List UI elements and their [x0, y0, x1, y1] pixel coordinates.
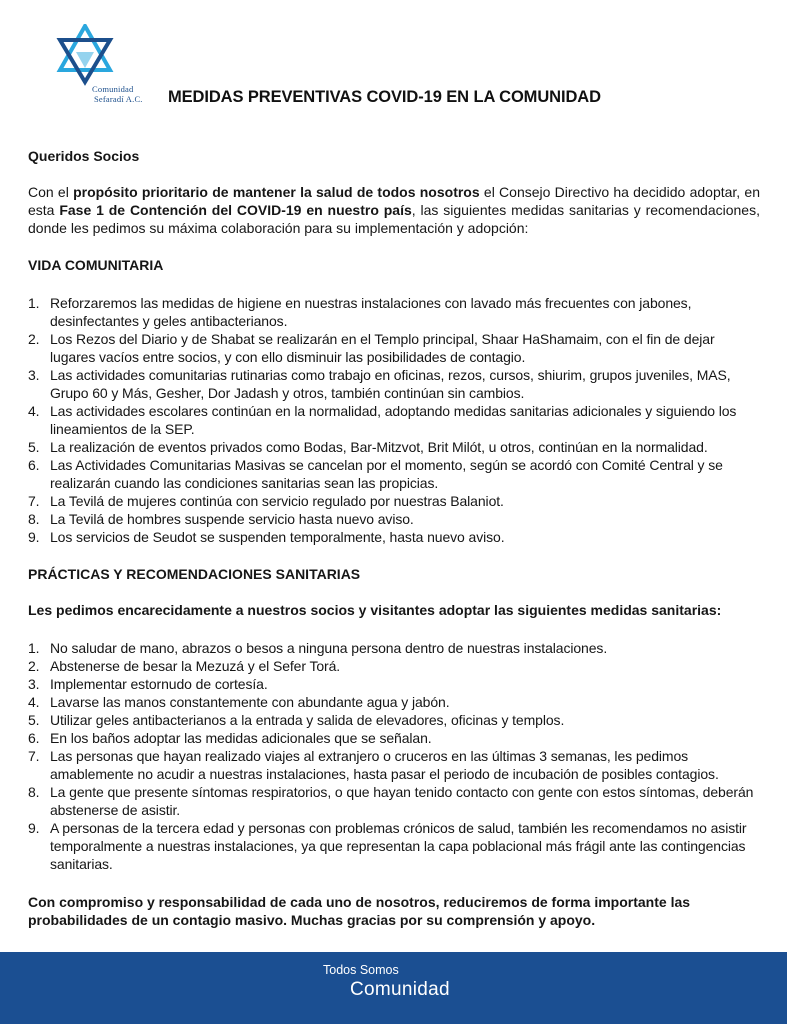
logo-line-2: Sefaradí A.C.	[94, 94, 143, 104]
footer-tagline-main: Comunidad	[350, 979, 450, 1000]
community-logo	[54, 24, 154, 110]
list-item	[28, 492, 760, 510]
vida-list	[28, 294, 760, 546]
closing-paragraph: Con compromiso y responsabilidad de cada uno de nosotros, reduciremos de forma importante las probabilidades de un contagio masivo. Muchas gracias por su comprensión y apoyo.	[28, 894, 691, 928]
item-text: Implementar estornudo de cortesía.	[50, 676, 268, 692]
item-number: 1.	[28, 640, 40, 656]
list-item	[28, 783, 760, 819]
intro-text-1: Con el	[28, 184, 74, 200]
item-number: 4.	[28, 694, 40, 710]
list-item	[28, 294, 760, 330]
item-text: En los baños adoptar las medidas adicionales que se señalan.	[50, 730, 432, 746]
intro-bold-2: Fase 1 de Contención del COVID-19 en nuestro país	[59, 202, 412, 218]
intro-text-2: el Consejo Directivo ha decidido adoptar, en esta	[28, 184, 760, 218]
item-text: La gente que presente síntomas respiratorios, o que hayan tenido contacto con gente con estos síntomas, deberán abstenerse de asistir.	[50, 784, 754, 818]
intro-text-3: , las siguientes medidas sanitarias y recomendaciones, donde les pedimos su máxima colaboración para su implementación y adopción:	[28, 202, 760, 236]
star-of-david-icon	[54, 24, 116, 86]
item-number: 8.	[28, 784, 40, 800]
item-text: La Tevilá de mujeres continúa con servicio regulado por nuestras Balaniot.	[50, 493, 504, 509]
item-number: 5.	[28, 439, 40, 455]
list-item	[28, 528, 760, 546]
item-number: 8.	[28, 511, 40, 527]
list-item	[28, 693, 760, 711]
item-text: La Tevilá de hombres suspende servicio hasta nuevo aviso.	[50, 511, 414, 527]
list-item	[28, 402, 760, 438]
item-number: 9.	[28, 529, 40, 545]
list-item	[28, 510, 760, 528]
item-text: Reforzaremos las medidas de higiene en nuestras instalaciones con lavado más frecuentes con jabones, desinfectantes y geles antibacterianos.	[50, 295, 692, 329]
item-text: Las actividades comunitarias rutinarias como trabajo en oficinas, rezos, cursos, shiurim, grupos juveniles, MAS, Grupo 60 y Más, Gesher, Dor Jadash y otros, también continúan sin cambios.	[50, 367, 731, 401]
list-item	[28, 675, 760, 693]
list-item	[28, 729, 760, 747]
section-heading-vida: VIDA COMUNITARIA	[28, 257, 164, 273]
item-number: 7.	[28, 748, 40, 764]
item-number: 2.	[28, 658, 40, 674]
list-item	[28, 456, 760, 492]
document-body	[28, 147, 760, 943]
list-item	[28, 438, 760, 456]
footer-tagline-top: Todos Somos	[323, 963, 399, 977]
practicas-list	[28, 639, 760, 873]
list-item	[28, 330, 760, 366]
item-text: Las personas que hayan realizado viajes al extranjero o cruceros en las últimas 3 semanas, les pedimos amablemente no acudir a nuestras instalaciones, hasta pasar el periodo de incubación de posibles contagios.	[50, 748, 719, 782]
item-text: Abstenerse de besar la Mezuzá y el Sefer Torá.	[50, 658, 341, 674]
item-text: A personas de la tercera edad y personas con problemas crónicos de salud, también les recomendamos no asistir temporalmente a nuestras instalaciones, ya que representan la capa poblacional más frágil ante las contingencias sanitarias.	[50, 820, 747, 872]
section-heading-practicas: PRÁCTICAS Y RECOMENDACIONES SANITARIAS	[28, 566, 361, 582]
list-item	[28, 639, 760, 657]
item-number: 5.	[28, 712, 40, 728]
list-item	[28, 366, 760, 402]
item-number: 6.	[28, 457, 40, 473]
item-number: 3.	[28, 676, 40, 692]
list-item	[28, 657, 760, 675]
list-item	[28, 711, 760, 729]
intro-paragraph	[28, 183, 760, 237]
list-item	[28, 819, 760, 873]
item-text: Utilizar geles antibacterianos a la entrada y salida de elevadores, oficinas y templos.	[50, 712, 565, 728]
footer-banner	[0, 952, 787, 1024]
intro-bold-1: propósito prioritario de mantener la salud de todos nosotros	[73, 184, 480, 200]
greeting: Queridos Socios	[28, 148, 140, 164]
item-text: Lavarse las manos constantemente con abundante agua y jabón.	[50, 694, 450, 710]
item-text: No saludar de mano, abrazos o besos a ninguna persona dentro de nuestras instalaciones.	[50, 640, 608, 656]
item-number: 9.	[28, 820, 40, 836]
section-subheading: Les pedimos encarecidamente a nuestros socios y visitantes adoptar las siguientes medidas sanitarias:	[28, 602, 722, 618]
item-text: Las Actividades Comunitarias Masivas se cancelan por el momento, según se acordó con Comité Central y se realizarán cuando las condiciones sanitarias sean las propicias.	[50, 457, 723, 491]
item-text: La realización de eventos privados como Bodas, Bar-Mitzvot, Brit Milót, u otros, continúan en la normalidad.	[50, 439, 708, 455]
item-text: Los Rezos del Diario y de Shabat se realizarán en el Templo principal, Shaar HaShamaim, con el fin de dejar lugares vacíos entre socios, y con ello disminuir las posibilidades de contagio.	[50, 331, 715, 365]
item-number: 6.	[28, 730, 40, 746]
logo-line-1: Comunidad	[92, 84, 134, 94]
item-text: Las actividades escolares continúan en la normalidad, adoptando medidas sanitarias adicionales y siguiendo los lineamientos de la SEP.	[50, 403, 737, 437]
item-number: 2.	[28, 331, 40, 347]
item-text: Los servicios de Seudot se suspenden temporalmente, hasta nuevo aviso.	[50, 529, 505, 545]
item-number: 1.	[28, 295, 40, 311]
item-number: 7.	[28, 493, 40, 509]
list-item	[28, 747, 760, 783]
item-number: 4.	[28, 403, 40, 419]
logo-text	[92, 84, 143, 104]
item-number: 3.	[28, 367, 40, 383]
page-title: MEDIDAS PREVENTIVAS COVID-19 EN LA COMUNIDAD	[168, 88, 601, 106]
